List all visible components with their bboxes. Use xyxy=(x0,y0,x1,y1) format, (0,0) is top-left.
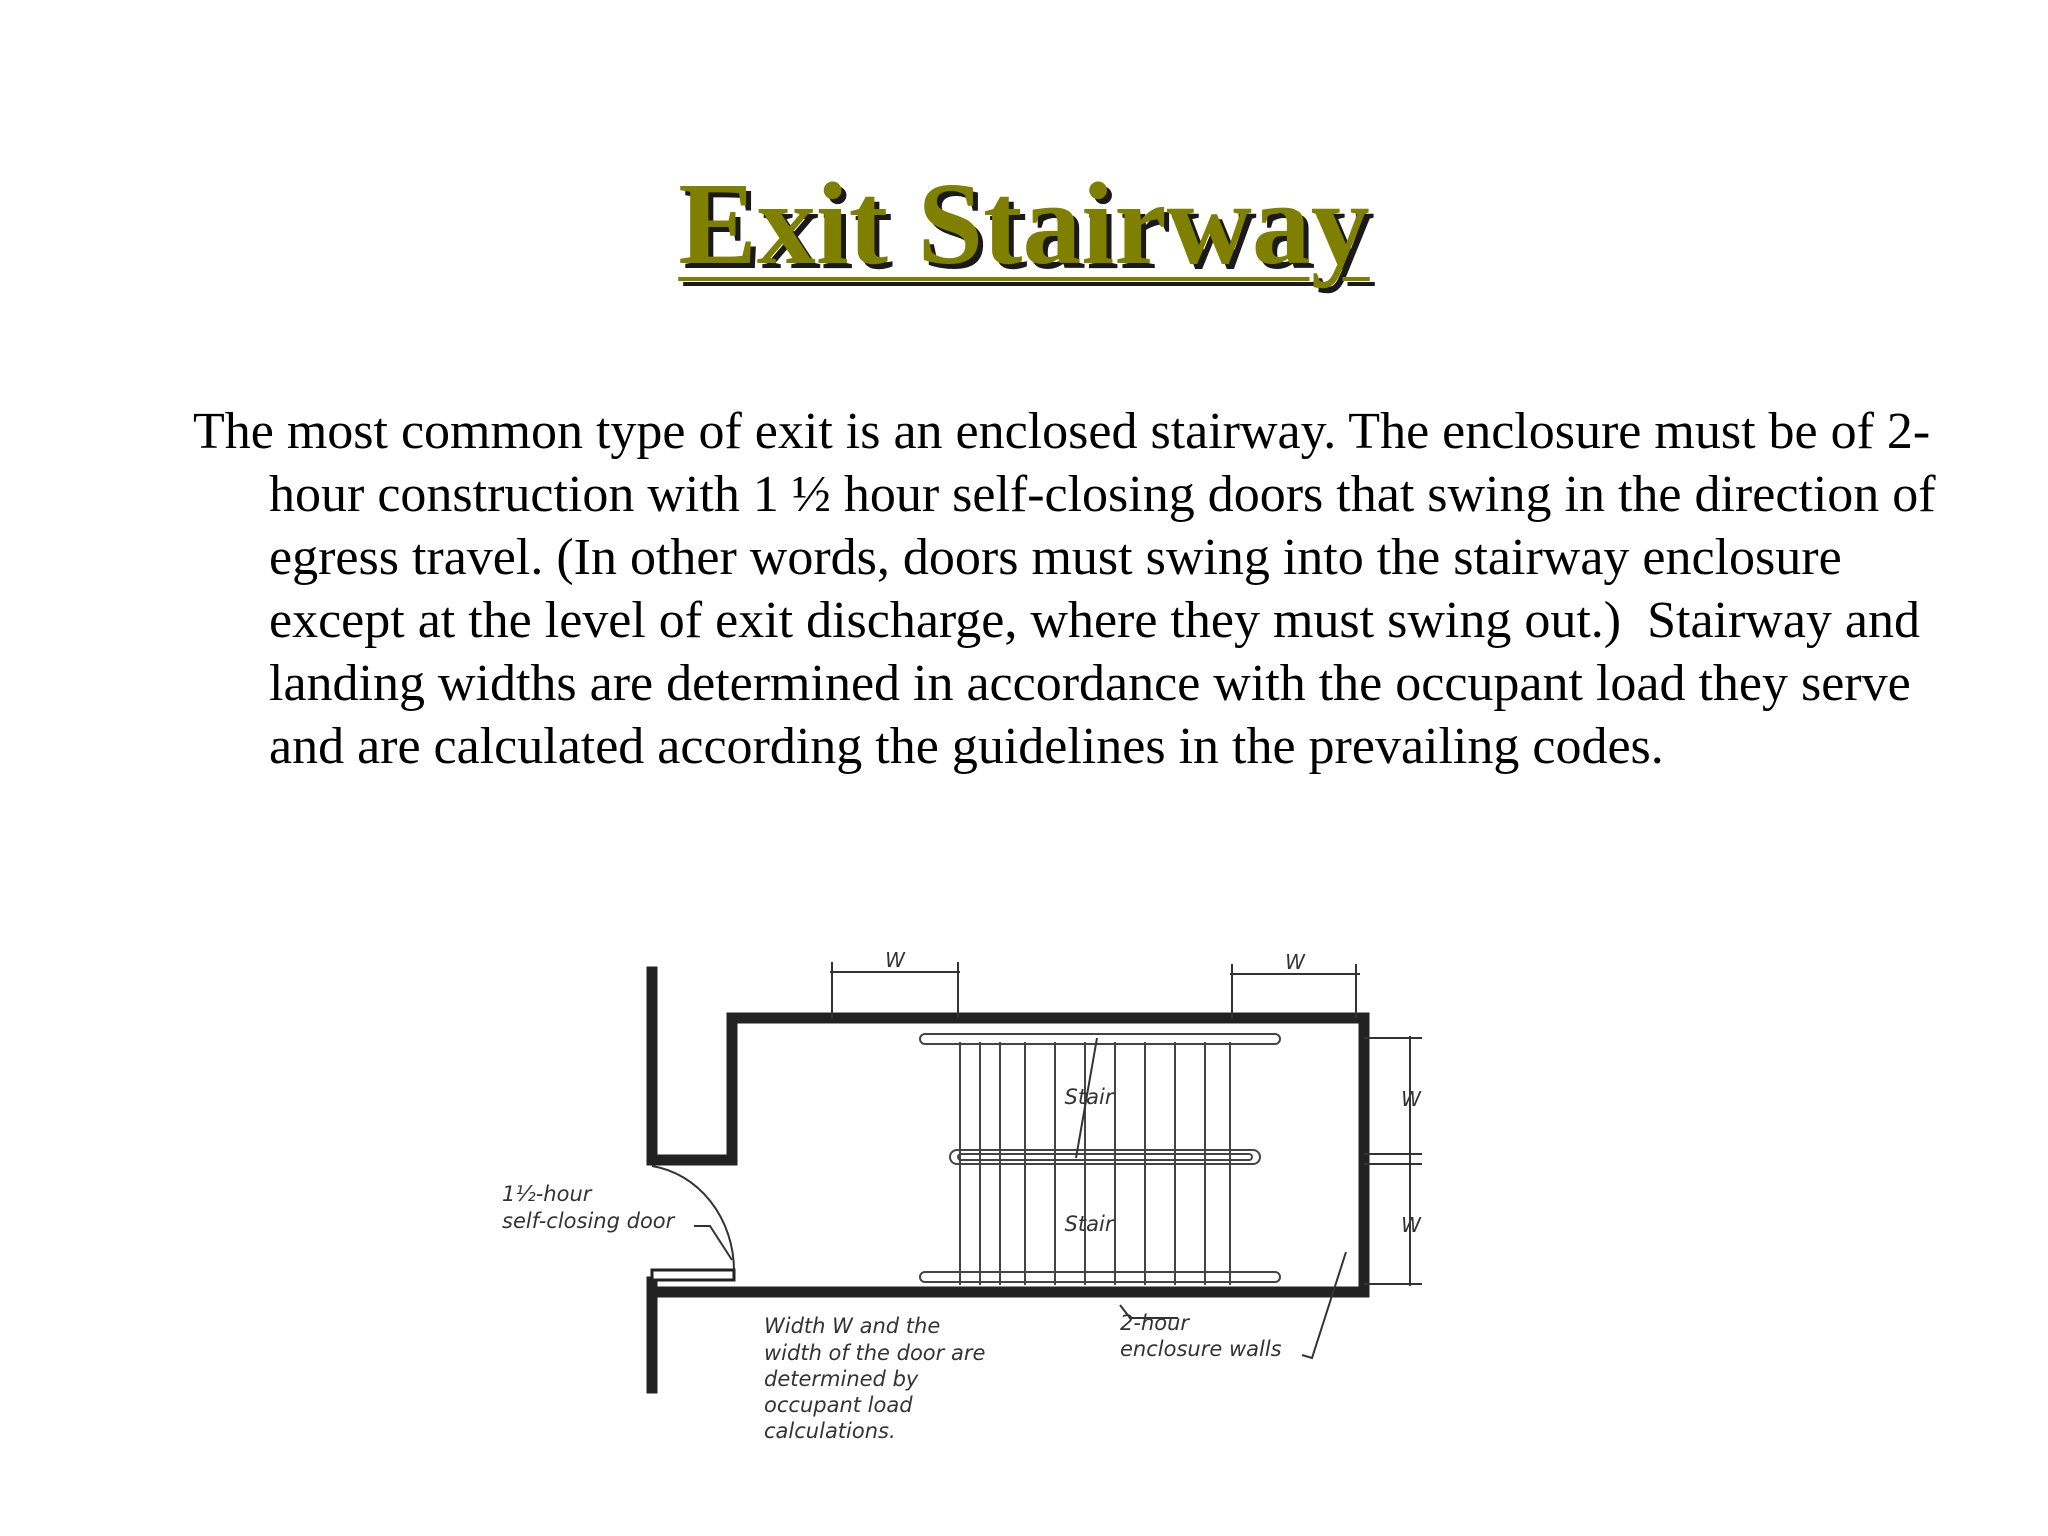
dim-label-top-right: W xyxy=(1285,950,1305,974)
diagram-background xyxy=(480,910,1455,1490)
stair-label-upper: Stair xyxy=(1064,1085,1114,1109)
door-label-line2: self-closing door xyxy=(502,1209,675,1233)
walls-label-line1: 2-hour xyxy=(1120,1311,1190,1335)
slide-title: Exit Stairway xyxy=(678,158,1370,289)
walls-label-line2: enclosure walls xyxy=(1120,1337,1282,1361)
width-note-line4: occupant load xyxy=(764,1393,913,1417)
stair-label-lower: Stair xyxy=(1064,1212,1114,1236)
width-note-line1: Width W and the xyxy=(764,1314,941,1338)
width-note-line2: width of the door are xyxy=(764,1341,986,1365)
slide-body-text: The most common type of exit is an enclosed stairway. The enclosure must be of 2-hour construction with 1 ½ hour self-closing doors that swing in the direction of egress travel. (In other words, doors must swing into the stairway enclosure except at the level of exit discharge, where they must swing out.) Stairway and landing widths are determined in accordance with the occupant load they serve and are calculated according the guidelines in the prevailing codes. xyxy=(193,403,1949,775)
width-note-line5: calculations. xyxy=(764,1419,896,1443)
stair-plan-svg xyxy=(480,910,1455,1490)
dim-label-right-lower: W xyxy=(1401,1213,1421,1237)
dim-label-right-upper: W xyxy=(1401,1087,1421,1111)
exit-stairway-diagram xyxy=(480,910,1455,1490)
door-leaf xyxy=(652,1270,734,1280)
width-note-line3: determined by xyxy=(764,1367,919,1391)
door-label-line1: 1½-hour xyxy=(502,1182,592,1206)
dim-label-top-left: W xyxy=(885,948,905,972)
